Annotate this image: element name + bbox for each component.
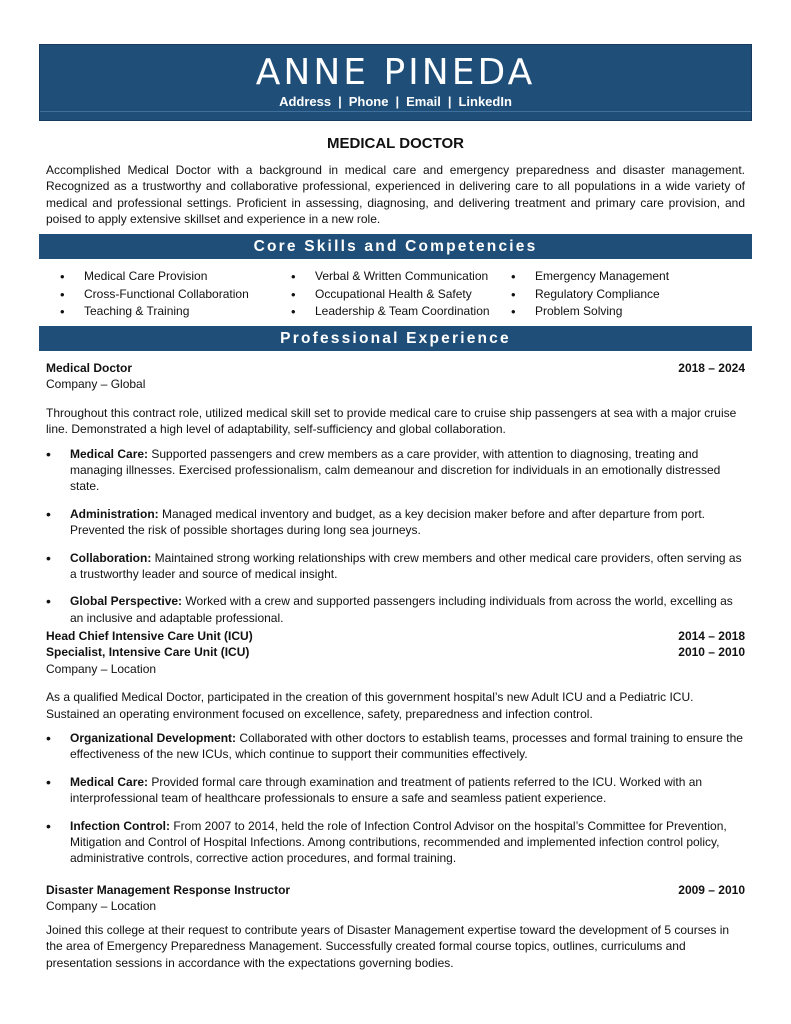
achievement-item: [46, 550, 745, 583]
job-title: Specialist, Intensive Care Unit (ICU): [46, 645, 250, 660]
job-company: Company – Location: [46, 661, 157, 676]
achievement-text: Provided formal care through examination and treatment of patients referred to the ICU. Worked with an interprofessional team of healthcare professionals to ensure a safe and seamless patient experience.: [70, 774, 703, 806]
achievement-label: Medical Care:: [70, 774, 149, 789]
achievement-text: Supported passengers and crew members as a care provider, with attention to diagnosing, treating and managing illnesses. Exercised professionalism, calm demeanour and discretion for individuals in an emotionally distressed state.: [70, 446, 721, 494]
job-role-row: [46, 644, 745, 660]
achievement-item: [46, 593, 745, 626]
job-description: Throughout this contract role, utilized medical skill set to provide medical care to cruise ship passengers at sea with a major cruise line. Demonstrated a high level of adaptability, self-sufficiency and global collaboration.: [46, 405, 737, 437]
achievement-text: Maintained strong working relationships with crew members and other medical care providers, often serving as a trustworthy leader and source of medical insight.: [70, 550, 742, 582]
experience-heading: Professional Experience: [39, 326, 752, 351]
skill-item: • Occupational Health & Safety: [291, 286, 490, 304]
skill-item: • Emergency Management: [511, 268, 669, 286]
job-company: Company – Location: [46, 899, 157, 914]
skill-item: • Verbal & Written Communication: [291, 268, 490, 286]
achievement-label: Administration:: [70, 506, 159, 521]
contact-linkedin: LinkedIn: [458, 94, 512, 109]
achievement-label: Organizational Development:: [70, 731, 237, 746]
header-divider: [40, 111, 751, 112]
contact-line: [40, 93, 751, 111]
skill-item: • Regulatory Compliance: [511, 286, 669, 304]
job-title: Disaster Management Response Instructor: [46, 883, 291, 897]
job-dates: 2010 – 2010: [678, 645, 745, 660]
job-role-row: [46, 882, 745, 898]
achievement-item: [46, 774, 745, 807]
achievement-text: Collaborated with other doctors to establish teams, processes and formal training to ensure the effectiveness of the new ICUs, which continue to support their communities effectively.: [70, 731, 743, 762]
summary-paragraph: Accomplished Medical Doctor with a background in medical care and emergency preparedness and disaster management. Recognized as a trustworthy and collaborative professional, experienced in delivering care to all populations in a wide variety of medical and professional settings. Proficient in assessing, diagnosing, and delivering treatment and primary care provision, and poised to apply extensive skillset and experience in a new role.: [46, 163, 745, 226]
achievement-label: Infection Control:: [70, 818, 170, 833]
skill-item: • Leadership & Team Coordination: [291, 303, 490, 321]
contact-email: Email: [406, 94, 441, 109]
skills-column-1: [60, 268, 249, 321]
job-dates: 2009 – 2010: [678, 883, 745, 897]
contact-phone: Phone: [348, 94, 389, 109]
header-band: [39, 44, 752, 121]
achievement-label: Medical Care:: [70, 446, 149, 461]
skills-column-3: [511, 268, 669, 321]
achievement-text: Worked with a crew and supported passengers including individuals from across the world, excelling as an inclusive and adaptable professional.: [70, 594, 733, 625]
contact-separator: |: [338, 94, 342, 109]
skill-item: • Medical Care Provision: [60, 268, 249, 286]
skills-column-2: [291, 268, 490, 321]
job-company: Company – Global: [46, 377, 146, 392]
job-dates: 2018 – 2024: [678, 361, 745, 375]
achievement-item: [46, 730, 745, 763]
job-description: As a qualified Medical Doctor, participated in the creation of this government hospital’s new Adult ICU and a Pediatric ICU. Sustained an operating environment focused on excellence, safety, preparedness and infection control.: [46, 690, 694, 721]
candidate-name: ANNE PINEDA: [255, 52, 536, 93]
job-role-row: [46, 628, 745, 644]
skill-item: • Teaching & Training: [60, 303, 249, 321]
job-description: Joined this college at their request to contribute years of Disaster Management expertise toward the development of 5 courses in the area of Emergency Preparedness Management. Successfully created formal course topics, outlines, curriculums and presentation sessions in accordance with the expectations governing bodies.: [46, 922, 730, 970]
achievement-item: [46, 446, 745, 495]
job-achievements: [46, 730, 745, 867]
skill-item: • Problem Solving: [511, 303, 669, 321]
resume-title: MEDICAL DOCTOR: [327, 135, 464, 152]
job-entry: [46, 882, 745, 979]
contact-address: Address: [279, 94, 332, 109]
skills-heading: Core Skills and Competencies: [39, 234, 752, 259]
job-entry: [46, 628, 745, 878]
job-role-row: [46, 360, 745, 376]
achievement-text: Managed medical inventory and budget, as a key decision maker before and after departure from port. Prevented the risk of possible shortages during long sea journeys.: [70, 506, 705, 538]
job-dates: 2014 – 2018: [678, 629, 745, 643]
achievement-item: [46, 818, 745, 867]
skill-item: • Cross-Functional Collaboration: [60, 286, 249, 304]
contact-separator: |: [447, 94, 452, 109]
job-title: Head Chief Intensive Care Unit (ICU): [46, 629, 253, 643]
job-entry: [46, 360, 745, 637]
job-achievements: [46, 446, 745, 627]
achievement-text: From 2007 to 2014, held the role of Infection Control Advisor on the hospital’s Committee for Prevention, Mitigation and Control of Hospital Infections. Among contributions, recommended and implemented infection control policy, administrative controls, corrective action procedures, and formal training.: [70, 818, 727, 866]
job-title: Medical Doctor: [46, 361, 133, 375]
achievement-item: [46, 506, 745, 539]
achievement-label: Global Perspective:: [70, 594, 183, 609]
achievement-label: Collaboration:: [70, 550, 152, 565]
contact-separator: |: [395, 94, 400, 109]
